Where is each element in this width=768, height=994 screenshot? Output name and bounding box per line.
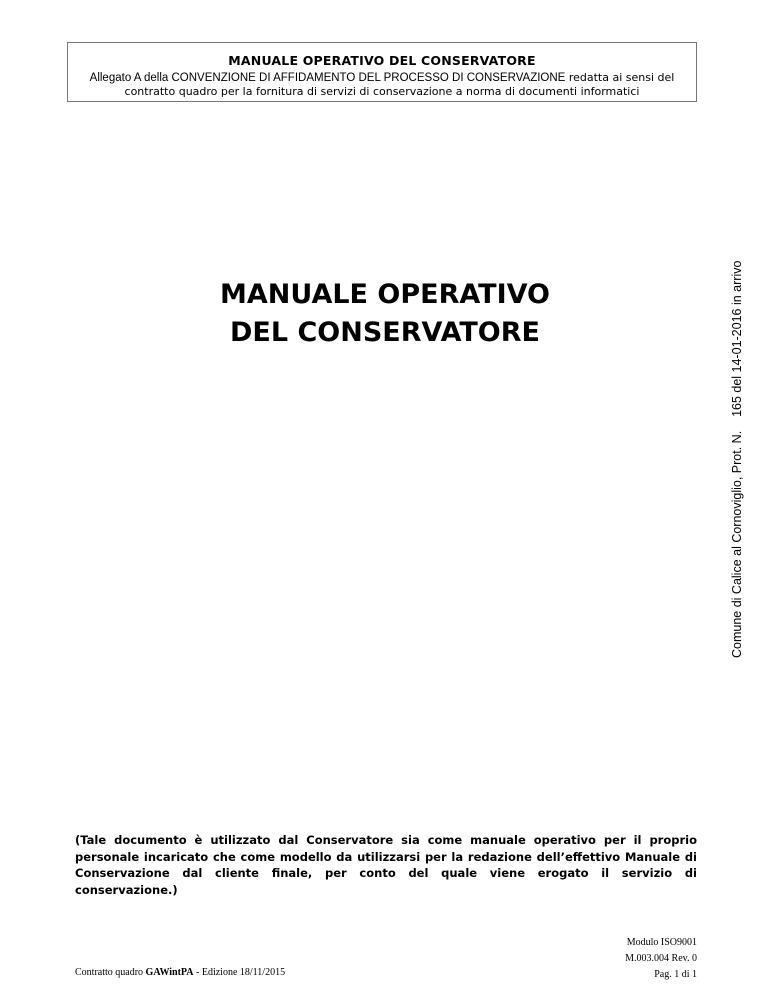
footer-left-prefix: Contratto quadro: [75, 967, 146, 978]
footer-left: [75, 967, 285, 978]
document-title-line1: MANUALE OPERATIVO: [219, 279, 550, 310]
footer-module: Modulo ISO9001: [626, 937, 697, 948]
header-subtitle: [68, 71, 696, 99]
document-title-line2: DEL CONSERVATORE: [230, 317, 540, 348]
document-note: (Tale documento è utilizzato dal Conservatore sia come manuale operativo per il proprio personale incaricato che come modello da utilizzarsi per la redazione dell’effettivo Manuale di Conservazione dal cliente finale, per conto del quale viene erogato il servizio di conservazione.): [75, 833, 697, 897]
header-subtitle-part1: Allegato A della CONVENZIONE DI AFFIDAMENTO DEL PROCESSO DI CONSERVAZIONE: [89, 72, 566, 84]
protocol-stamp: [726, 260, 748, 680]
header-title: MANUALE OPERATIVO DEL CONSERVATORE: [228, 53, 536, 68]
footer-code: M.003.004 Rev. 0: [625, 953, 697, 964]
protocol-stamp-text: Comune di Calice al Cornoviglio, Prot. N. 165 del 14-01-2016 in arrivo: [730, 260, 744, 658]
footer-left-bold: GAWintPA: [145, 967, 194, 978]
header-subtitle-line2: contratto quadro per la fornitura di servizi di conservazione a norma di documenti informatici: [124, 85, 640, 98]
footer-left-suffix: - Edizione 18/11/2015: [193, 967, 286, 978]
footer-right: [625, 935, 697, 983]
header-box: [67, 42, 697, 102]
header-subtitle-part2: redatta ai sensi del: [565, 71, 675, 84]
document-title: [150, 276, 620, 352]
footer-page: Pag. 1 di 1: [654, 969, 697, 980]
